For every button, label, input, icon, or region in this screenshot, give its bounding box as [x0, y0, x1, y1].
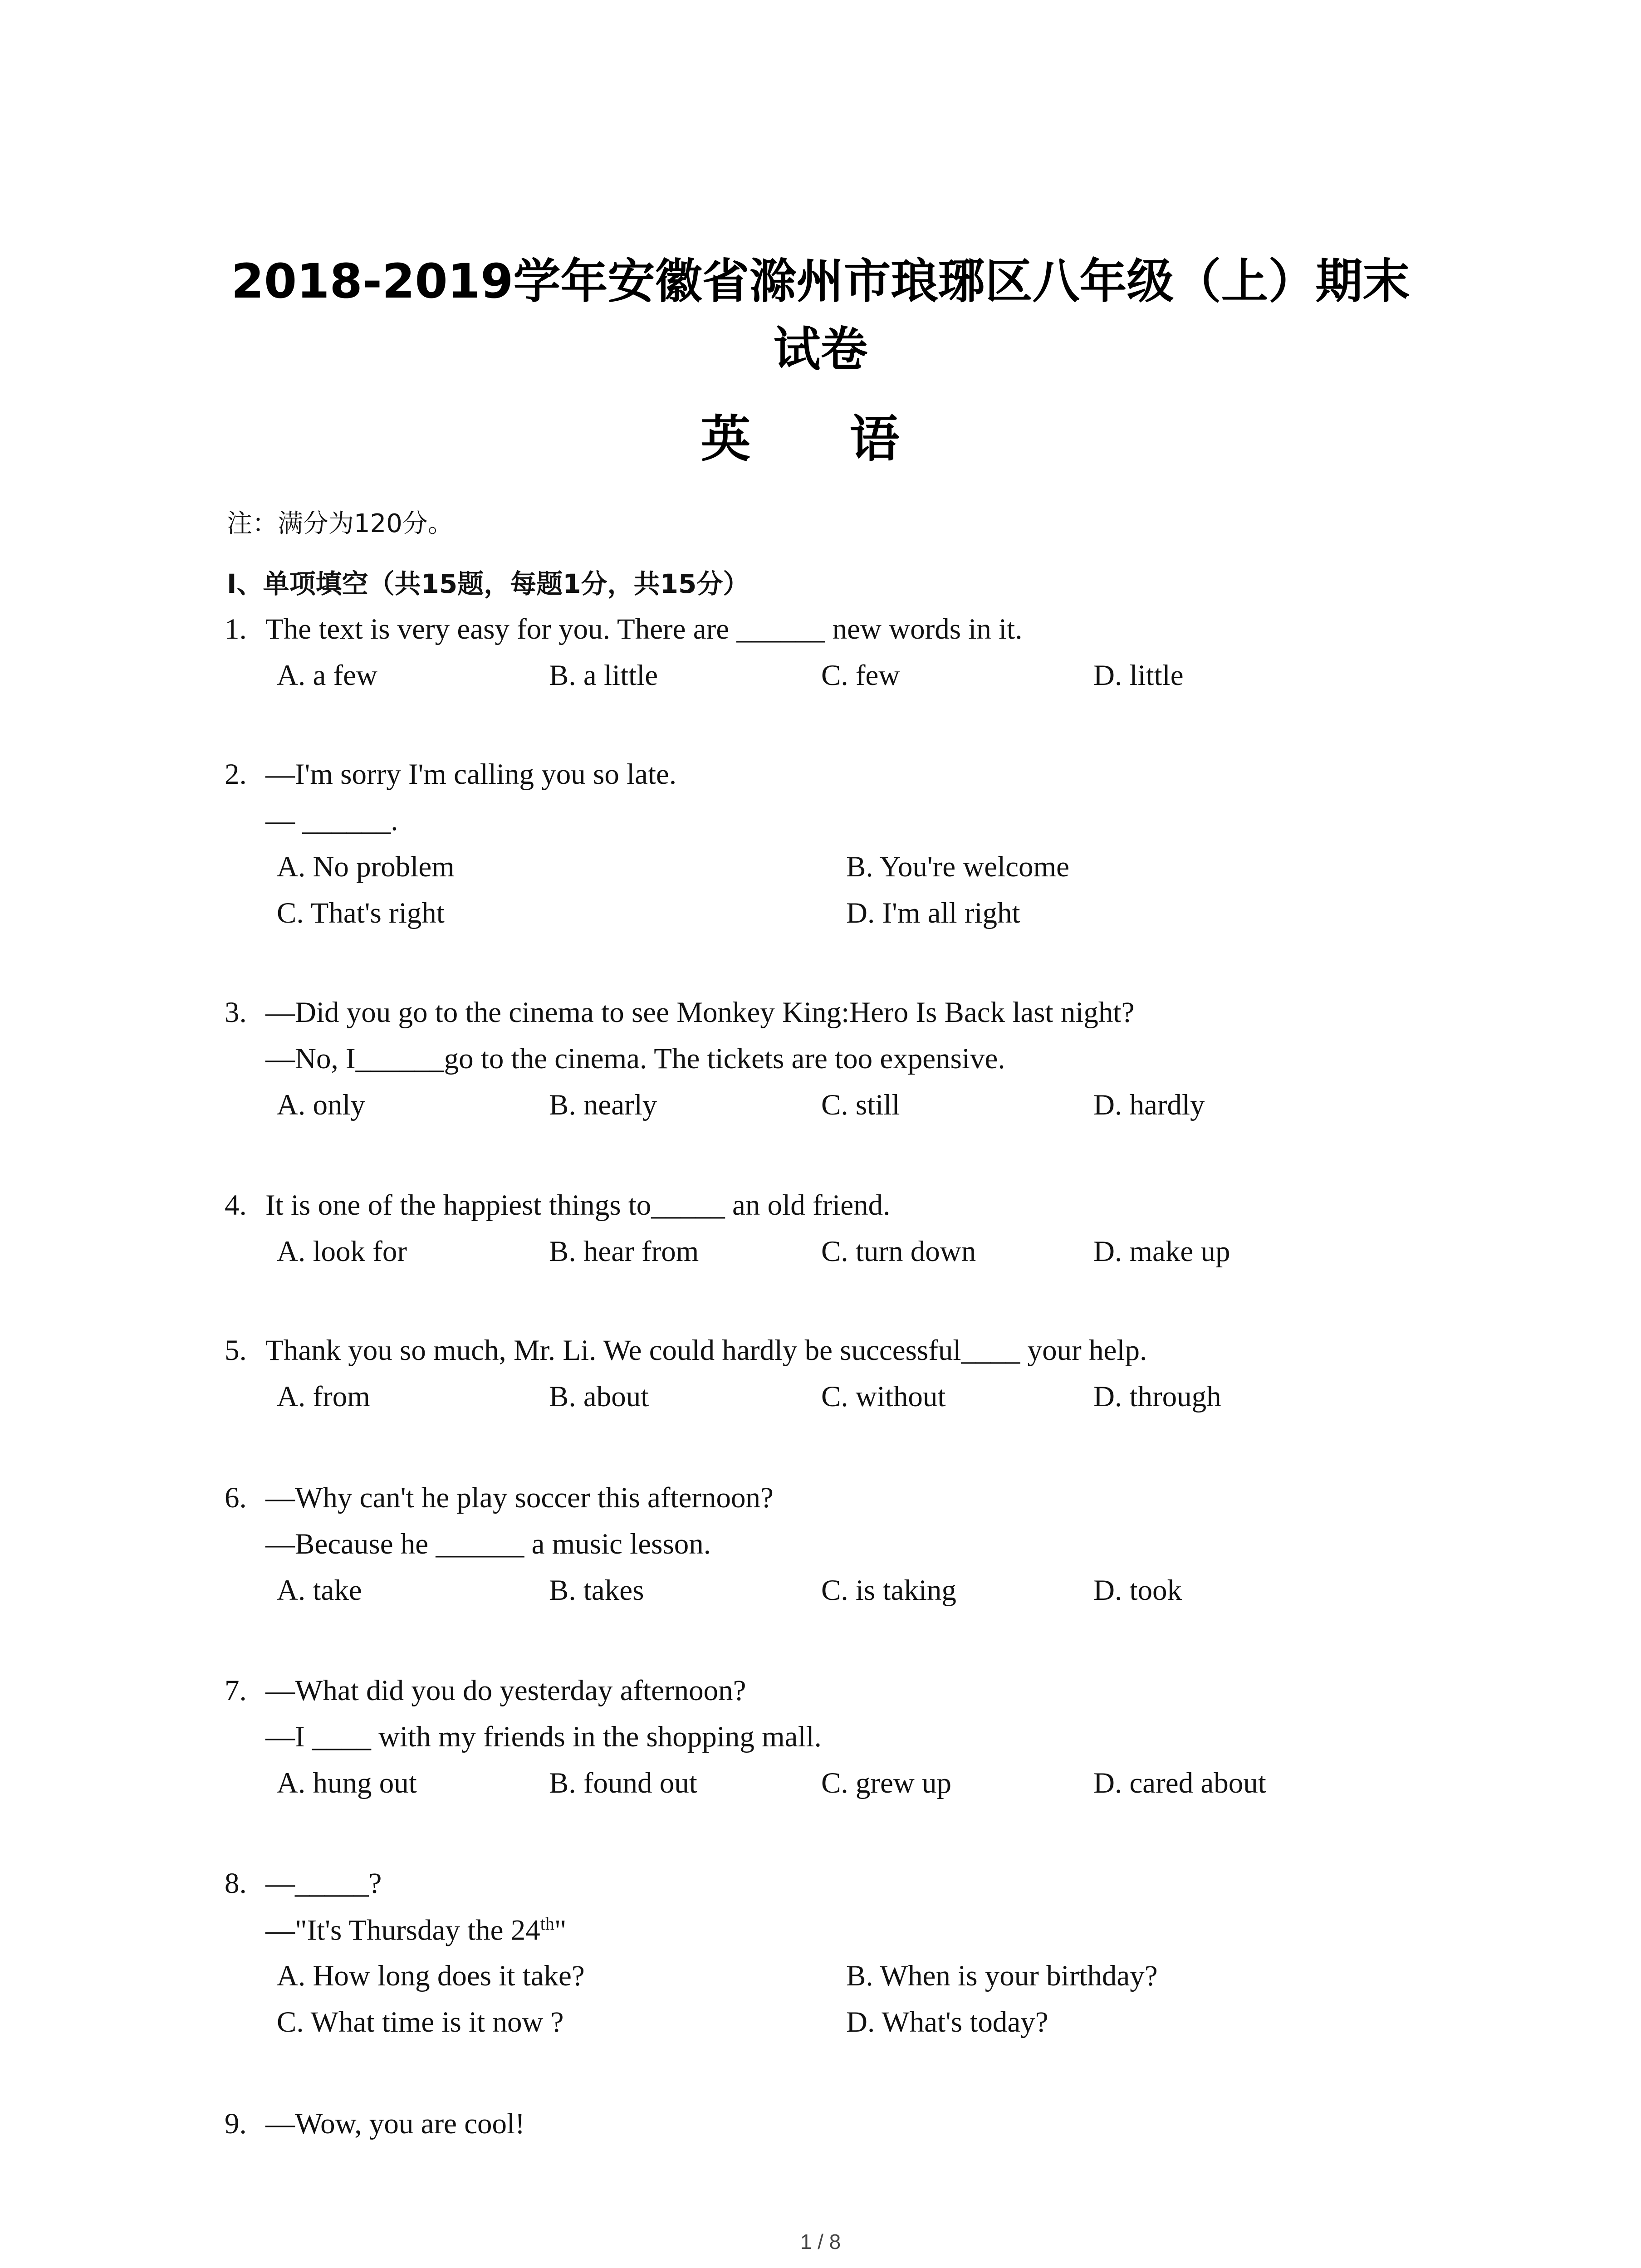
- option-b: B. You're welcome: [846, 850, 1069, 883]
- exam-title: [136, 247, 1505, 383]
- option-c: C. is taking: [821, 1574, 956, 1607]
- option-a: A. take: [277, 1574, 362, 1607]
- option-d: D. little: [1093, 659, 1184, 692]
- option-b: B. about: [549, 1380, 649, 1413]
- stem-text: Thank you so much, Mr. Li. We could hardly be successful____ your help.: [265, 1334, 1147, 1367]
- option-d: D. through: [1093, 1380, 1221, 1413]
- page-number: 1 / 8: [800, 2230, 841, 2253]
- question-number: 4.: [225, 1189, 247, 1222]
- subject-heading: 英 语: [700, 410, 941, 468]
- option-a: A. hung out: [277, 1767, 417, 1799]
- option-b: B. nearly: [549, 1089, 657, 1121]
- option-c: C. without: [821, 1380, 946, 1413]
- stem-text: —I ____ with my friends in the shopping mall.: [265, 1721, 822, 1753]
- question-number: 1.: [225, 613, 247, 645]
- option-d: D. hardly: [1093, 1089, 1205, 1121]
- question-number: 5.: [225, 1334, 247, 1367]
- option-b: B. When is your birthday?: [846, 1960, 1158, 1992]
- question-stem-line: [265, 804, 398, 838]
- stem-text: It is one of the happiest things to_____ an old friend.: [265, 1189, 891, 1222]
- question-stem-line: [265, 1913, 566, 1948]
- question-stem-line: [265, 612, 1022, 646]
- option-a: A. from: [277, 1380, 370, 1413]
- option-a: A. look for: [277, 1235, 407, 1268]
- ordinal-suffix: th: [540, 1913, 554, 1934]
- stem-text: —_____?: [265, 1867, 382, 1900]
- stem-text: —Because he ______ a music lesson.: [265, 1528, 711, 1560]
- question-stem-line: [265, 1481, 774, 1515]
- question-stem-line: [265, 1674, 746, 1708]
- question-stem-line: [265, 2107, 525, 2141]
- option-c: C. few: [821, 659, 900, 692]
- option-b: B. hear from: [549, 1235, 699, 1268]
- option-b: B. a little: [549, 659, 658, 692]
- question-stem-line: [265, 1188, 890, 1222]
- question-number: 7.: [225, 1674, 247, 1707]
- question-stem-line: [265, 1334, 1147, 1368]
- question-stem-line: [265, 1042, 1005, 1076]
- option-c: C. grew up: [821, 1767, 952, 1799]
- option-a: A. a few: [277, 659, 377, 692]
- option-c: C. still: [821, 1089, 900, 1121]
- option-c: C. That's right: [277, 897, 445, 929]
- option-a: A. No problem: [277, 850, 455, 883]
- option-c: C. What time is it now ?: [277, 2006, 564, 2038]
- option-d: D. took: [1093, 1574, 1182, 1607]
- stem-text: —I'm sorry I'm calling you so late.: [265, 758, 677, 791]
- question-number: 2.: [225, 758, 247, 791]
- option-a: A. only: [277, 1089, 365, 1121]
- stem-text: —"It's Thursday the 24: [265, 1914, 540, 1947]
- question-stem-line: [265, 758, 676, 792]
- stem-text: —No, I______go to the cinema. The tickets are too expensive.: [265, 1042, 1005, 1075]
- option-b: B. found out: [549, 1767, 697, 1799]
- stem-text: The text is very easy for you. There are ______ new words in it.: [265, 613, 1023, 645]
- question-number: 8.: [225, 1867, 247, 1900]
- question-stem-line: [265, 996, 1134, 1030]
- option-b: B. takes: [549, 1574, 644, 1607]
- stem-text: — ______.: [265, 804, 398, 837]
- question-number: 3.: [225, 996, 247, 1029]
- title-line-2: 试卷: [773, 322, 868, 377]
- closing-quote: ": [554, 1914, 567, 1947]
- option-d: D. I'm all right: [846, 897, 1020, 929]
- question-stem-line: [265, 1867, 382, 1901]
- question-stem-line: [265, 1720, 822, 1754]
- question-stem-line: [265, 1527, 711, 1561]
- question-number: 9.: [225, 2107, 247, 2140]
- section-heading: Ⅰ、单项填空（共15题，每题1分，共15分）: [227, 568, 749, 599]
- stem-text: —Did you go to the cinema to see Monkey King:Hero Is Back last night?: [265, 996, 1135, 1029]
- option-c: C. turn down: [821, 1235, 976, 1268]
- option-a: A. How long does it take?: [277, 1960, 585, 1992]
- option-d: D. cared about: [1093, 1767, 1266, 1799]
- option-d: D. What's today?: [846, 2006, 1048, 2038]
- question-number: 6.: [225, 1481, 247, 1514]
- stem-text: —Wow, you are cool!: [265, 2107, 525, 2140]
- stem-text: —What did you do yesterday afternoon?: [265, 1674, 746, 1707]
- score-note: 注：满分为120分。: [227, 509, 453, 538]
- title-line-1: 2018-2019学年安徽省滁州市琅琊区八年级（上）期末: [231, 254, 1410, 309]
- stem-text: —Why can't he play soccer this afternoon?: [265, 1481, 774, 1514]
- option-d: D. make up: [1093, 1235, 1230, 1268]
